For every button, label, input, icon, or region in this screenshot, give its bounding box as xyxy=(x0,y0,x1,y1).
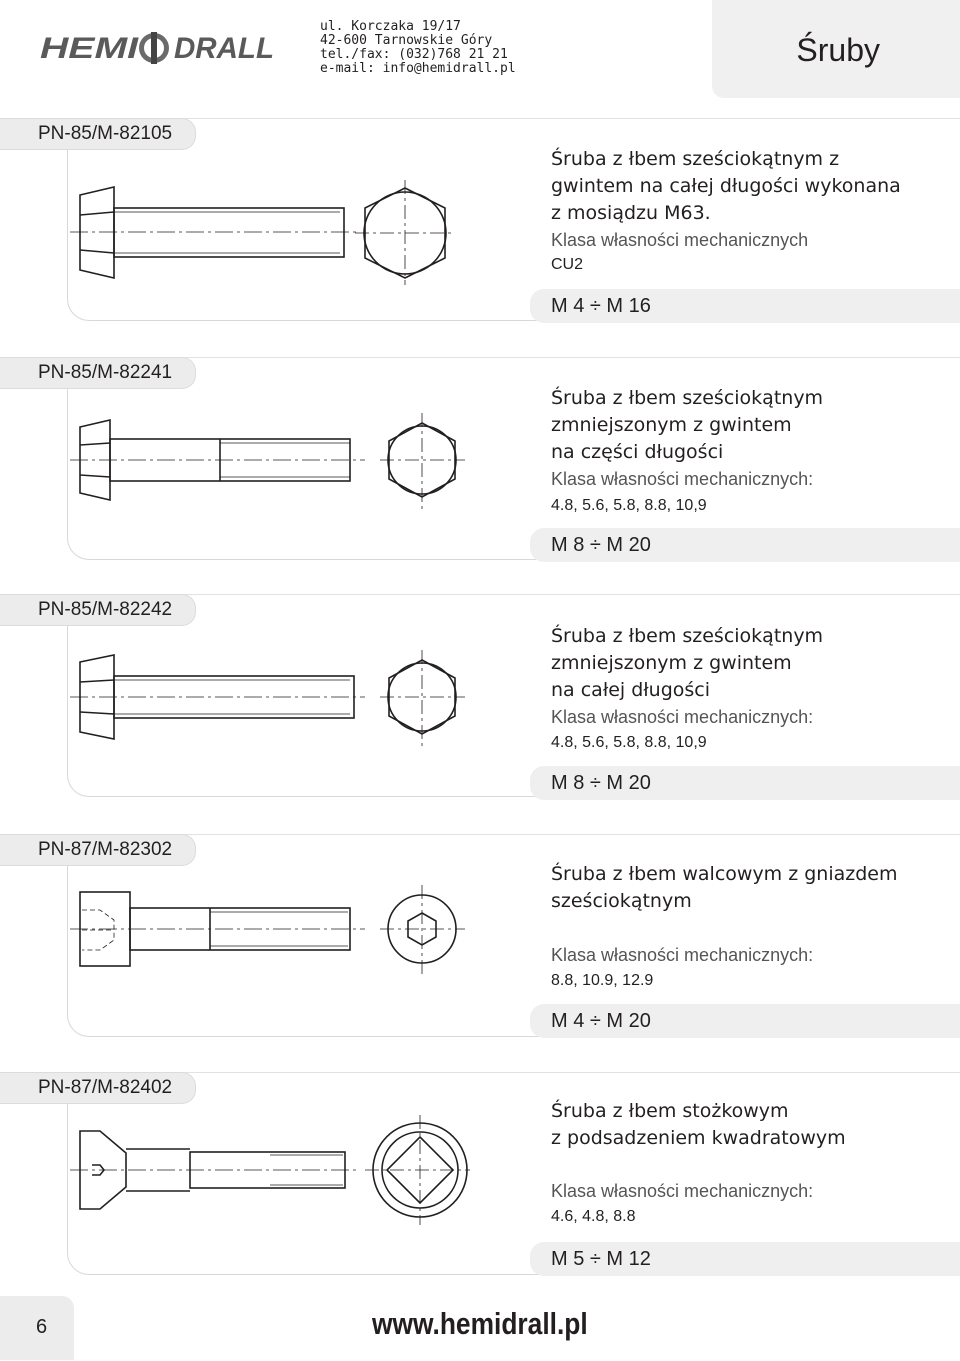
description-line: Śruba z łbem sześciokątnym xyxy=(551,387,824,409)
standard-code: PN-87/M-82302 xyxy=(38,839,173,860)
company-address xyxy=(320,20,516,76)
class-values: 4.8, 5.6, 5.8, 8.8, 10,9 xyxy=(551,734,707,751)
description-line: Śruba z łbem stożkowym xyxy=(551,1100,789,1122)
standard-code: PN-85/M-82241 xyxy=(38,362,173,383)
address-street: ul. Korczaka 19/17 xyxy=(320,19,461,34)
website-link[interactable]: www.hemidrall.pl xyxy=(372,1306,588,1341)
class-label: Klasa własności mechanicznych: xyxy=(551,469,814,489)
svg-text:HEMI: HEMI xyxy=(40,32,139,65)
page-number: 6 xyxy=(36,1316,48,1338)
bolt-drawing-hex-reduced-partial-thread xyxy=(70,405,470,515)
standard-code: PN-87/M-82402 xyxy=(38,1077,173,1098)
description-line: z podsadzeniem kwadratowym xyxy=(551,1127,846,1149)
page-title: Śruby xyxy=(796,32,880,68)
description-line: zmniejszonym z gwintem xyxy=(551,652,792,674)
description-line: Śruba z łbem walcowym z gniazdem xyxy=(551,863,898,885)
description-line: Śruba z łbem sześciokątnym z xyxy=(551,148,840,170)
bolt-description xyxy=(551,146,951,227)
bolt-description xyxy=(551,861,951,915)
bolt-drawing-countersunk-square-neck xyxy=(70,1115,470,1225)
size-range: M 4 ÷ M 20 xyxy=(551,1010,651,1032)
svg-text:DRALL: DRALL xyxy=(174,32,274,65)
size-range: M 8 ÷ M 20 xyxy=(551,772,651,794)
bolt-description xyxy=(551,385,951,466)
address-city: 42-600 Tarnowskie Góry xyxy=(320,33,493,48)
description-line: gwintem na całej długości wykonana xyxy=(551,175,901,197)
size-range: M 8 ÷ M 20 xyxy=(551,534,651,556)
company-logo xyxy=(38,26,278,70)
class-label: Klasa własności mechanicznych: xyxy=(551,945,814,965)
description-line: Śruba z łbem sześciokątnym xyxy=(551,625,824,647)
class-values: CU2 xyxy=(551,256,584,273)
address-email: e-mail: info@hemidrall.pl xyxy=(320,61,516,76)
class-values: 4.8, 5.6, 5.8, 8.8, 10,9 xyxy=(551,497,707,514)
bolt-description xyxy=(551,623,951,704)
size-range: M 5 ÷ M 12 xyxy=(551,1248,651,1270)
class-label: Klasa własności mechanicznych: xyxy=(551,707,814,727)
size-range: M 4 ÷ M 16 xyxy=(551,295,651,317)
description-line: na całej długości xyxy=(551,679,711,701)
class-label: Klasa własności mechanicznych: xyxy=(551,1181,814,1201)
bolt-description xyxy=(551,1098,951,1152)
bolt-drawing-hex-full-thread xyxy=(70,175,470,290)
description-line: sześciokątnym xyxy=(551,890,692,912)
class-label: Klasa własności mechanicznych xyxy=(551,230,809,250)
description-line: na części długości xyxy=(551,441,724,463)
standard-code: PN-85/M-82242 xyxy=(38,599,173,620)
address-phone: tel./fax: (032)768 21 21 xyxy=(320,47,508,62)
bolt-drawing-hex-reduced-full-thread xyxy=(70,642,470,752)
description-line: z mosiądzu M63. xyxy=(551,202,711,224)
bolt-drawing-socket-cap xyxy=(70,880,470,980)
class-values: 8.8, 10.9, 12.9 xyxy=(551,972,654,989)
class-values: 4.6, 4.8, 8.8 xyxy=(551,1208,636,1225)
standard-code: PN-85/M-82105 xyxy=(38,123,173,144)
description-line: zmniejszonym z gwintem xyxy=(551,414,792,436)
